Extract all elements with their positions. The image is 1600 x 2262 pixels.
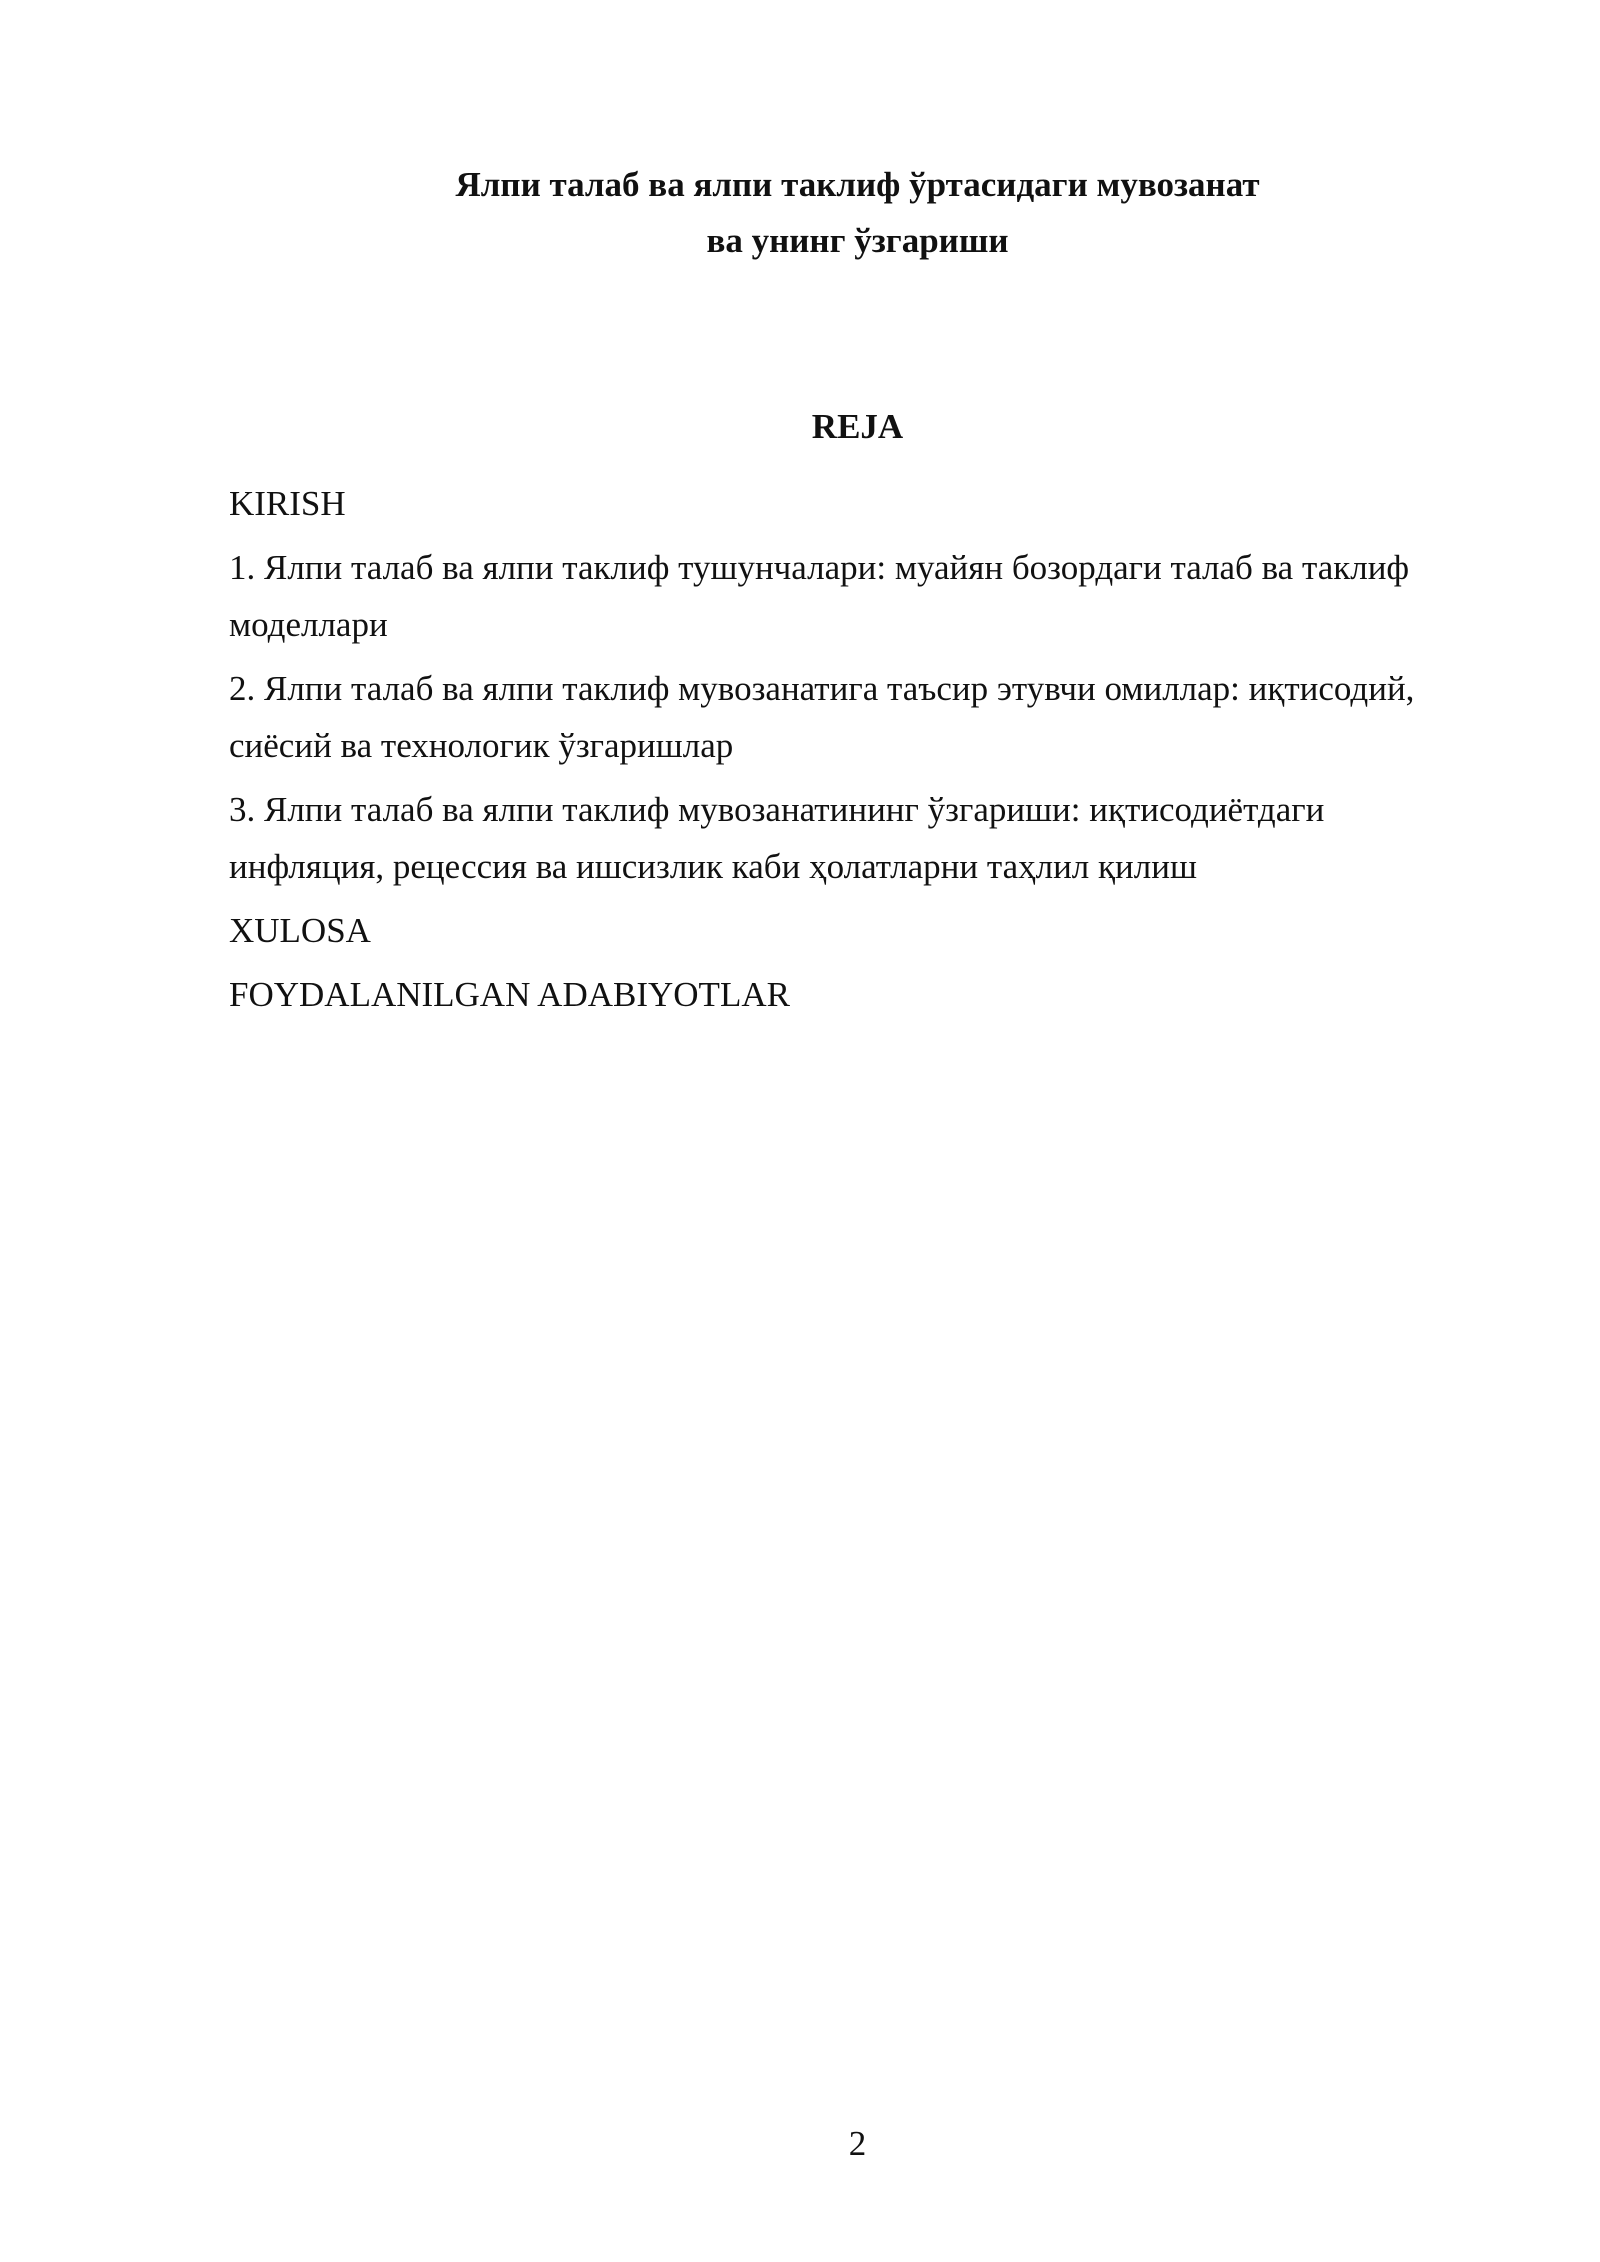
plan-heading: REJA [811, 407, 904, 446]
plan-item-conclusion: XULOSA [229, 911, 371, 950]
page-number: 2 [848, 2124, 867, 2163]
document-title [0, 157, 1600, 269]
plan-item-references: FOYDALANILGAN ADABIYOTLAR [229, 975, 790, 1014]
document-title-line-2: ва унинг ўзгариши [706, 221, 1009, 260]
plan-item-1: 1. Ялпи талаб ва ялпи таклиф тушунчалари: муайян бозордаги талаб ва таклиф моделлари [229, 548, 1410, 644]
plan-item-3: 3. Ялпи талаб ва ялпи таклиф мувозанатининг ўзгариши: иқтисодиётдаги инфляция, рецессия ва ишсизлик каби ҳолатларни таҳлил қилиш [229, 790, 1325, 886]
plan-item-introduction: KIRISH [229, 484, 346, 523]
plan-list [229, 475, 1429, 1030]
plan-item-2: 2. Ялпи талаб ва ялпи таклиф мувозанатига таъсир этувчи омиллар: иқтисодий, сиёсий ва технологик ўзгаришлар [229, 669, 1415, 765]
document-title-line-1: Ялпи талаб ва ялпи таклиф ўртасидаги мувозанат [455, 165, 1260, 204]
